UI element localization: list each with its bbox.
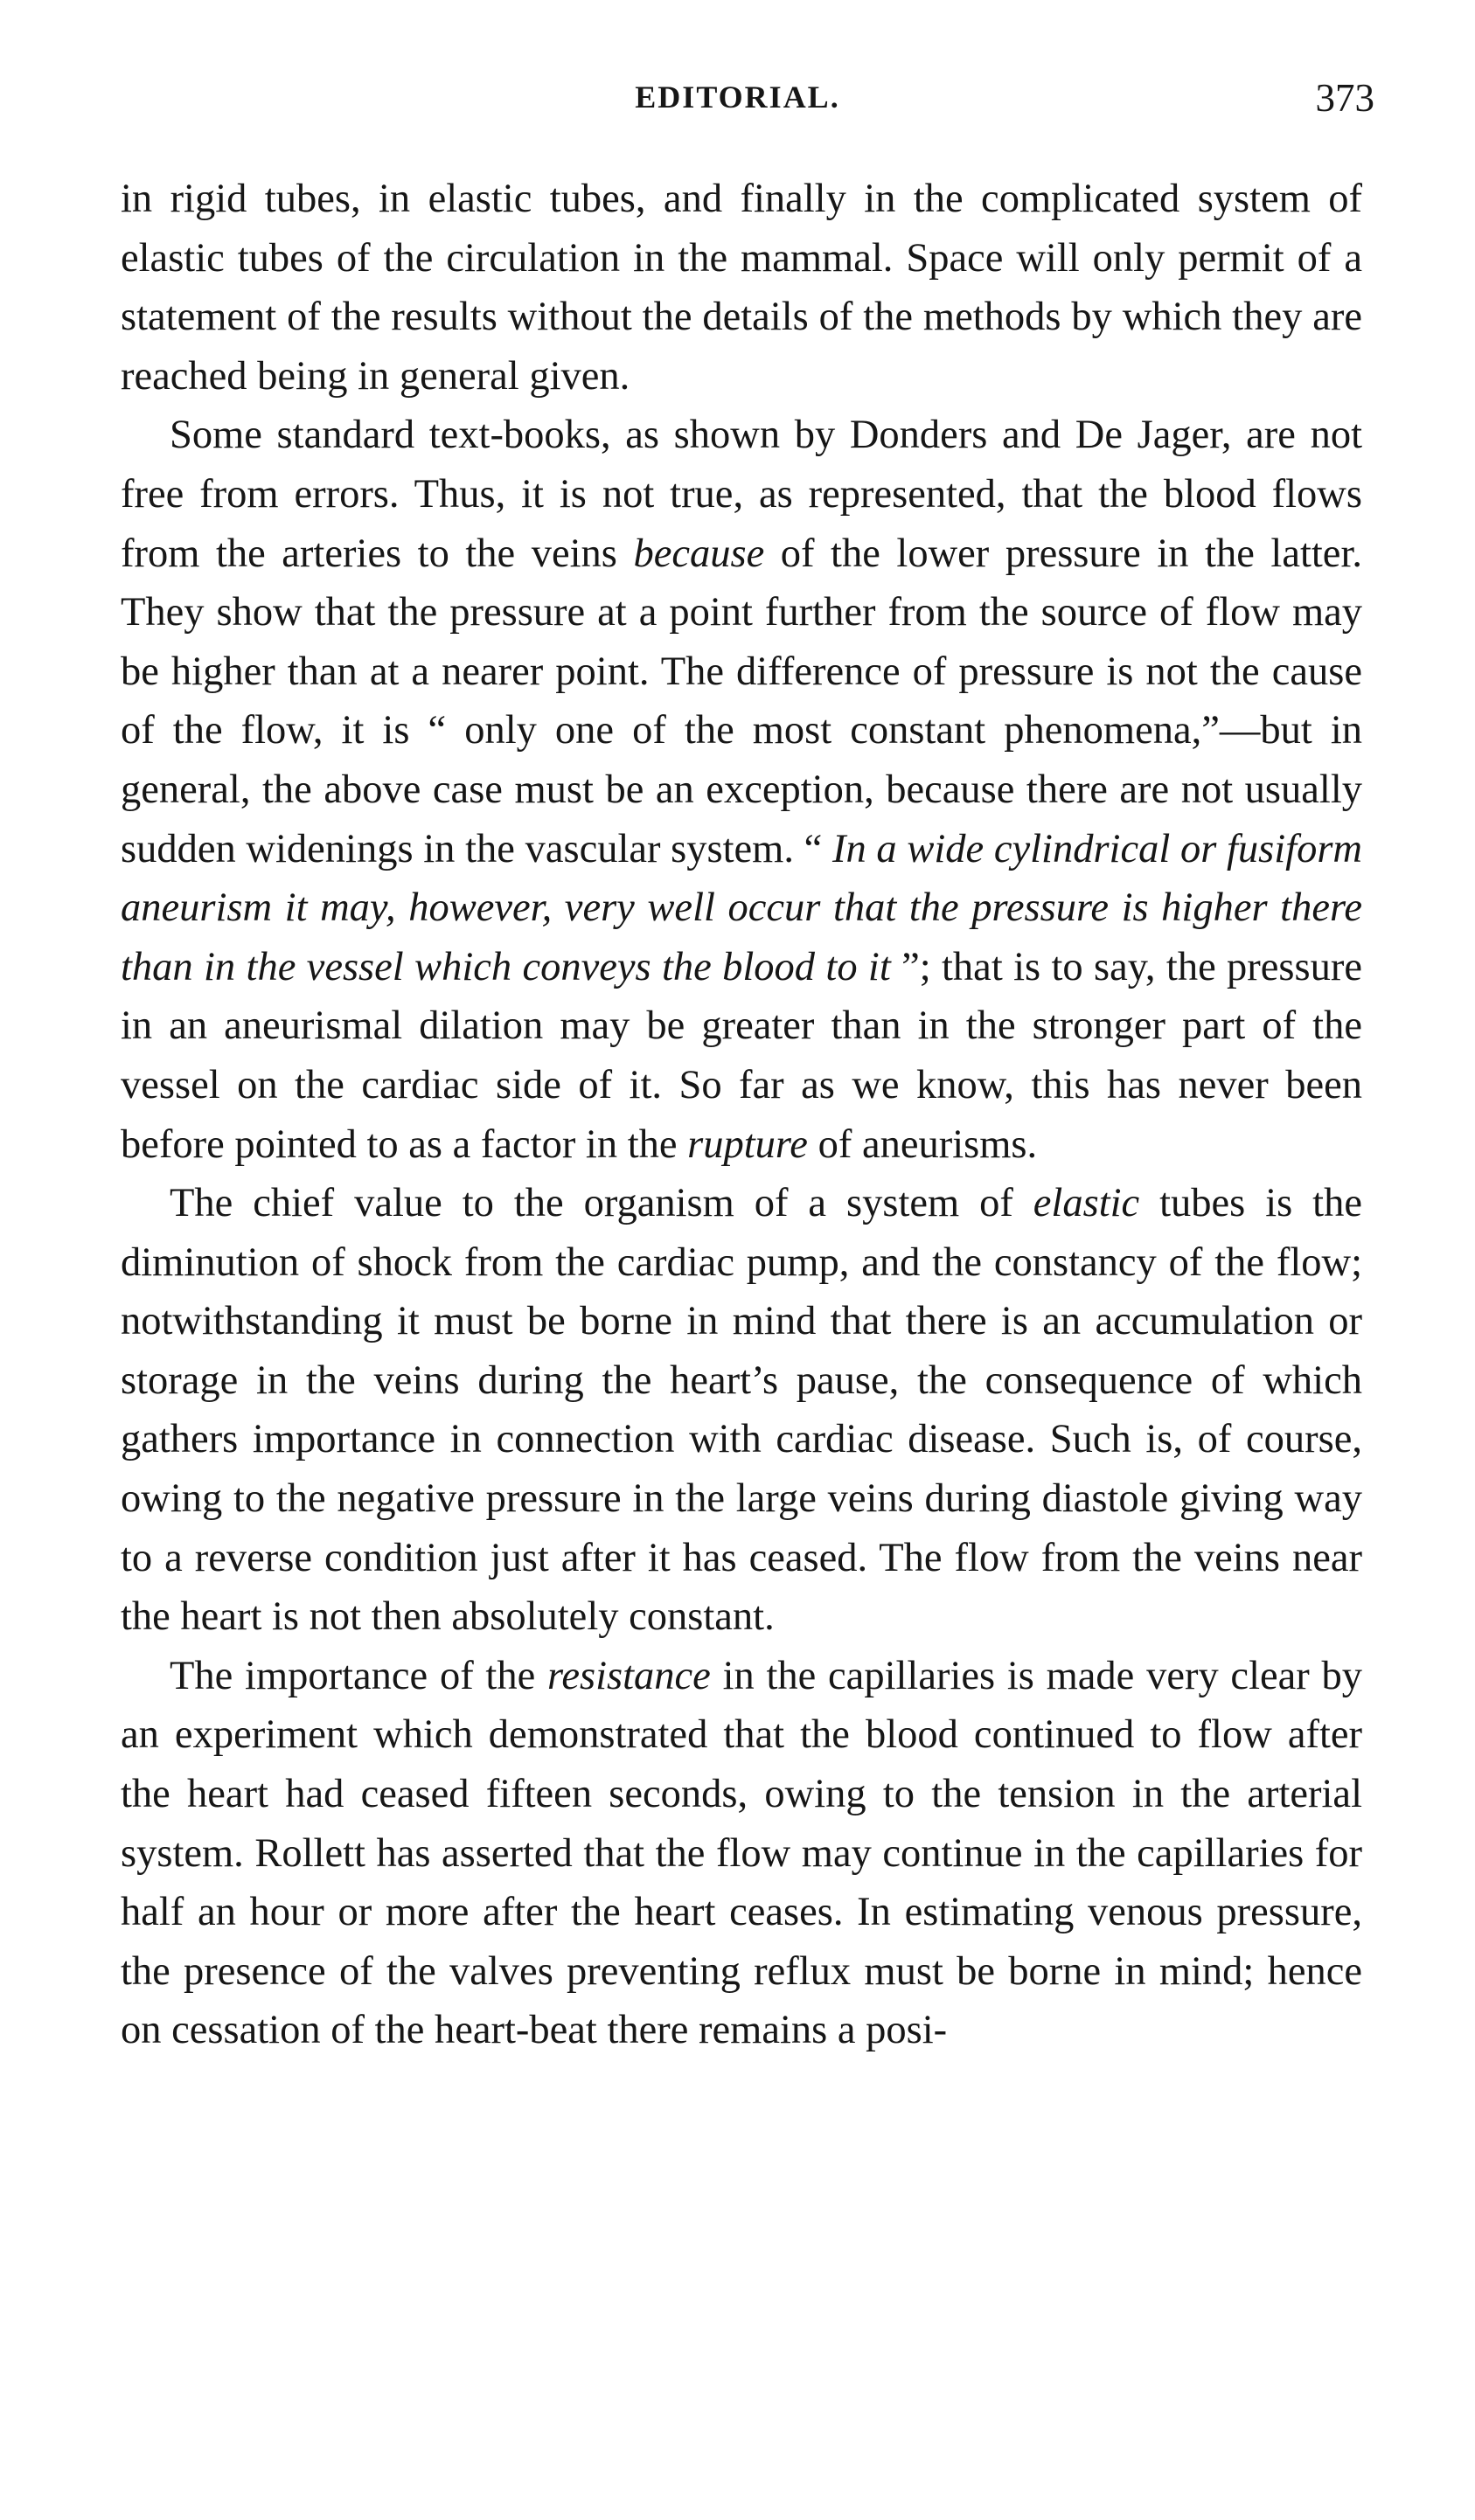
italic-emphasis: rupture	[687, 1121, 808, 1167]
text-run: tubes is the diminution of shock from the cardiac pump, and the constancy of the flow; notwithstanding it must be borne in mind that there is an accumulation or storage in the veins during the heart’s pause, the consequence of which gathers importance in connection with cardiac disease. Such is, of course, owing to the negative pressure in the large veins during diastole giving way to a reverse condition just after it has ceased. The flow from the veins near the heart is not then absolutely constant.	[121, 1181, 1362, 1640]
paragraph-4	[121, 1647, 1362, 2060]
italic-emphasis: because	[633, 531, 765, 576]
text-run: The chief value to the organism of a system of	[170, 1181, 1033, 1226]
text-run: The importance of the	[170, 1653, 547, 1698]
text-run: of aneurisms.	[807, 1121, 1038, 1167]
running-head	[0, 76, 1475, 131]
italic-emphasis: resistance	[547, 1653, 711, 1698]
italic-quotation: In a wide cylindrical or fusiform aneurism it may, however, very well occur that the pressure is higher there than in the vessel which conveys the blood to it	[121, 826, 1363, 989]
page-number: 373	[1315, 76, 1374, 120]
text-run: in rigid tubes, in elastic tubes, and finally in the complicated system of elastic tubes of the circulation in the mammal. Space will only permit of a statement of the results without the details of the methods by which they are reached being in general given.	[121, 177, 1362, 399]
text-run: ”; that is to say, the pressure in an aneurismal dilation may be greater than in the stronger part of the vessel on the cardiac side of it. So far as we know, this has never been before pointed to as a factor in the	[121, 944, 1362, 1167]
italic-emphasis: elastic	[1033, 1181, 1140, 1226]
text-run: Some standard text-books, as shown by Donders and De Jager, are not free from errors. Thus, it is not true, as represented, that the blood flows from the arteries to the veins	[121, 413, 1362, 576]
body-text	[121, 170, 1362, 2060]
paragraph-2	[121, 406, 1362, 1174]
paragraph-1	[121, 170, 1362, 406]
text-run: in the capillaries is made very clear by an experiment which demonstrated that the blood continued to flow after the heart had ceased fifteen seconds, owing to the tension in the arterial system. Rollett has asserted that the flow may continue in the capillaries for half an hour or more after the heart ceases. In estimating venous pressure, the presence of the valves preventing reflux must be borne in mind; hence on cessation of the heart-beat there remains a posi-	[121, 1653, 1363, 2053]
text-run: of the lower pressure in the latter. They show that the pressure at a point further from the source of flow may be higher than at a nearer point. The difference of pressure is not the cause of the flow, it is “ only one of the most constant phenomena,”—but in general, the above case must be an exception, because there are not usually sudden widenings in the vascular system. “	[121, 531, 1362, 871]
running-head-title: EDITORIAL.	[635, 80, 840, 115]
paragraph-3	[121, 1174, 1362, 1647]
